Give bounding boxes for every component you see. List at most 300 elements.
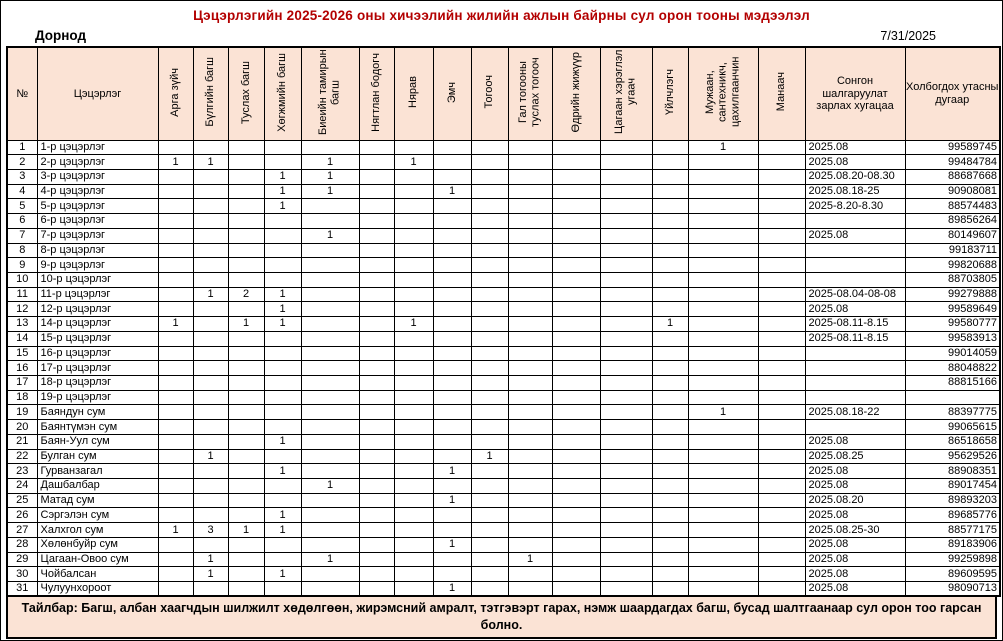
vacancy-count-cell	[688, 493, 758, 508]
vacancy-count-cell	[228, 140, 264, 155]
vacancy-count-cell	[433, 331, 471, 346]
contact-phone-cell: 89017454	[905, 479, 1000, 494]
vacancy-count-cell	[508, 199, 552, 214]
vacancy-count-cell	[359, 434, 394, 449]
kindergarten-name-cell: Дашбалбар	[37, 479, 158, 494]
vacancy-count-cell	[471, 243, 508, 258]
vacancy-count-cell: 1	[264, 434, 301, 449]
vacancy-count-cell	[158, 508, 193, 523]
vacancy-count-cell	[264, 537, 301, 552]
vacancy-count-cell	[394, 479, 433, 494]
vacancy-count-cell	[688, 376, 758, 391]
vacancy-count-cell	[394, 199, 433, 214]
vacancy-count-cell	[264, 582, 301, 597]
kindergarten-name-cell: Цагаан-Овоо сум	[37, 552, 158, 567]
column-header	[471, 47, 508, 140]
row-number-cell: 24	[7, 479, 37, 494]
column-header-label: Манаач	[775, 72, 788, 112]
vacancy-count-cell	[158, 582, 193, 597]
vacancy-count-cell	[359, 258, 394, 273]
vacancy-count-cell	[394, 420, 433, 435]
region-label: Дорнод	[35, 28, 87, 43]
vacancy-count-cell	[471, 376, 508, 391]
contact-phone-cell: 88397775	[905, 405, 1000, 420]
vacancy-count-cell	[552, 258, 600, 273]
vacancy-count-cell	[394, 272, 433, 287]
vacancy-count-cell: 1	[394, 155, 433, 170]
meta-row	[1, 23, 1002, 46]
kindergarten-name-cell: Баянтүмэн сум	[37, 420, 158, 435]
vacancy-count-cell: 1	[301, 479, 359, 494]
column-header	[758, 47, 805, 140]
vacancy-count-cell	[264, 420, 301, 435]
selection-period-cell: 2025-8.20-8.30	[805, 199, 905, 214]
column-header	[652, 47, 688, 140]
vacancy-count-cell	[758, 346, 805, 361]
selection-period-cell: 2025.08	[805, 155, 905, 170]
vacancy-count-cell	[158, 243, 193, 258]
vacancy-count-cell	[652, 258, 688, 273]
vacancy-count-cell	[471, 184, 508, 199]
footnote: Тайлбар: Багш, албан хаагчдын шилжилт хөдөлгөөн, жирэмсний амралт, тэтгэвэрт гарах, нэмж шаардагдах багш, бусад шалтгаанаар сул орон тоо гарсан болно.	[6, 597, 997, 639]
row-number-cell: 14	[7, 331, 37, 346]
contact-phone-cell: 99589649	[905, 302, 1000, 317]
vacancy-count-cell	[158, 331, 193, 346]
vacancy-count-cell	[394, 405, 433, 420]
vacancy-count-cell	[301, 272, 359, 287]
vacancy-count-cell	[508, 567, 552, 582]
selection-period-cell	[805, 243, 905, 258]
vacancy-count-cell	[508, 140, 552, 155]
vacancy-count-cell	[471, 214, 508, 229]
vacancy-count-cell	[193, 243, 228, 258]
vacancy-count-cell	[193, 361, 228, 376]
vacancy-count-cell	[688, 155, 758, 170]
vacancy-count-cell	[394, 287, 433, 302]
column-header-label: Мужаан, сантехникч, цахилгаанчин	[704, 56, 742, 128]
column-header-label: Эмч	[445, 81, 458, 103]
vacancy-count-cell	[600, 214, 652, 229]
table-row	[7, 567, 1000, 582]
vacancy-count-cell: 1	[264, 287, 301, 302]
row-number-cell: 2	[7, 155, 37, 170]
selection-period-cell	[805, 346, 905, 361]
vacancy-count-cell: 1	[158, 523, 193, 538]
vacancy-count-cell	[471, 169, 508, 184]
selection-period-cell: 2025.08	[805, 302, 905, 317]
vacancy-count-cell	[359, 376, 394, 391]
vacancy-count-cell	[394, 258, 433, 273]
table-row	[7, 317, 1000, 332]
selection-period-cell: 2025-08.11-8.15	[805, 331, 905, 346]
vacancy-count-cell	[600, 302, 652, 317]
vacancy-count-cell	[552, 567, 600, 582]
vacancy-count-cell	[552, 346, 600, 361]
vacancy-count-cell	[264, 243, 301, 258]
vacancy-count-cell	[652, 464, 688, 479]
selection-period-cell: 2025.08.20-08.30	[805, 169, 905, 184]
column-header-label: Цагаан хэрэглэл угаач	[613, 49, 638, 135]
table-row	[7, 493, 1000, 508]
vacancy-count-cell	[652, 493, 688, 508]
vacancy-count-cell	[394, 346, 433, 361]
selection-period-cell: 2025.08	[805, 479, 905, 494]
vacancy-count-cell	[359, 228, 394, 243]
vacancy-count-cell	[600, 567, 652, 582]
vacancy-count-cell	[600, 199, 652, 214]
vacancy-count-cell	[394, 140, 433, 155]
vacancy-count-cell	[688, 479, 758, 494]
vacancy-count-cell	[301, 361, 359, 376]
kindergarten-name-cell: Булган сум	[37, 449, 158, 464]
vacancy-count-cell	[758, 567, 805, 582]
vacancy-count-cell	[652, 302, 688, 317]
vacancy-count-cell	[264, 493, 301, 508]
vacancy-count-cell	[301, 567, 359, 582]
vacancy-count-cell	[158, 169, 193, 184]
vacancy-count-cell: 1	[301, 228, 359, 243]
vacancy-count-cell: 3	[193, 523, 228, 538]
vacancy-count-cell	[158, 390, 193, 405]
vacancy-count-cell	[600, 317, 652, 332]
vacancy-count-cell	[158, 434, 193, 449]
vacancy-count-cell	[758, 140, 805, 155]
vacancy-count-cell	[758, 405, 805, 420]
table-row	[7, 346, 1000, 361]
vacancy-count-cell	[471, 346, 508, 361]
vacancy-count-cell	[471, 537, 508, 552]
table-row	[7, 287, 1000, 302]
vacancy-count-cell	[552, 317, 600, 332]
vacancy-count-cell	[758, 317, 805, 332]
vacancy-count-cell: 1	[264, 317, 301, 332]
vacancy-count-cell	[471, 420, 508, 435]
vacancy-count-cell	[228, 434, 264, 449]
contact-phone-cell: 99279888	[905, 287, 1000, 302]
vacancy-count-cell	[471, 302, 508, 317]
column-header-label: Үйлчлэгч	[663, 69, 676, 116]
vacancy-count-cell	[688, 523, 758, 538]
vacancy-count-cell	[193, 420, 228, 435]
table-row	[7, 243, 1000, 258]
vacancy-count-cell: 1	[301, 552, 359, 567]
column-header	[394, 47, 433, 140]
vacancy-count-cell	[264, 390, 301, 405]
vacancy-count-cell	[433, 199, 471, 214]
vacancy-count-cell	[394, 214, 433, 229]
vacancy-count-cell	[508, 258, 552, 273]
vacancy-count-cell	[652, 287, 688, 302]
selection-period-cell	[805, 258, 905, 273]
row-number-cell: 28	[7, 537, 37, 552]
vacancy-count-cell	[471, 479, 508, 494]
vacancy-count-cell	[301, 258, 359, 273]
vacancy-count-cell	[600, 537, 652, 552]
vacancy-count-cell	[600, 331, 652, 346]
vacancy-count-cell	[433, 390, 471, 405]
vacancy-count-cell	[688, 361, 758, 376]
vacancy-count-cell	[600, 464, 652, 479]
vacancy-count-cell	[394, 184, 433, 199]
vacancy-count-cell	[600, 434, 652, 449]
kindergarten-name-cell: 17-р цэцэрлэг	[37, 361, 158, 376]
vacancy-count-cell	[758, 258, 805, 273]
column-header	[552, 47, 600, 140]
vacancy-count-cell	[758, 390, 805, 405]
vacancy-count-cell	[359, 405, 394, 420]
row-number-cell: 31	[7, 582, 37, 597]
vacancy-count-cell	[552, 140, 600, 155]
vacancy-count-cell: 1	[471, 449, 508, 464]
vacancy-count-cell	[688, 567, 758, 582]
table-row	[7, 390, 1000, 405]
vacancy-count-cell	[471, 272, 508, 287]
column-header: Холбогдох утасны дугаар	[905, 47, 1000, 140]
kindergarten-name-cell: 1-р цэцэрлэг	[37, 140, 158, 155]
vacancy-count-cell	[508, 390, 552, 405]
vacancy-count-cell	[301, 390, 359, 405]
vacancy-count-cell	[471, 140, 508, 155]
selection-period-cell: 2025.08	[805, 434, 905, 449]
row-number-cell: 12	[7, 302, 37, 317]
contact-phone-cell: 89893203	[905, 493, 1000, 508]
vacancy-count-cell	[193, 214, 228, 229]
kindergarten-name-cell: 15-р цэцэрлэг	[37, 331, 158, 346]
vacancy-count-cell	[228, 331, 264, 346]
selection-period-cell: 2025.08	[805, 508, 905, 523]
vacancy-count-cell	[228, 479, 264, 494]
vacancy-count-cell	[264, 479, 301, 494]
selection-period-cell: 2025.08	[805, 537, 905, 552]
vacancy-count-cell	[552, 214, 600, 229]
vacancy-count-cell	[433, 243, 471, 258]
vacancy-count-cell	[301, 508, 359, 523]
vacancy-count-cell	[359, 184, 394, 199]
vacancy-count-cell	[158, 405, 193, 420]
vacancy-count-cell	[508, 331, 552, 346]
vacancy-count-cell	[508, 376, 552, 391]
vacancy-count-cell	[264, 346, 301, 361]
vacancy-count-cell	[158, 302, 193, 317]
vacancy-count-cell	[758, 331, 805, 346]
vacancy-count-cell	[264, 214, 301, 229]
vacancy-count-cell	[688, 214, 758, 229]
vacancy-count-cell	[158, 479, 193, 494]
table-row	[7, 552, 1000, 567]
table-row	[7, 258, 1000, 273]
vacancy-count-cell	[600, 449, 652, 464]
vacancy-count-cell	[193, 169, 228, 184]
table-row	[7, 331, 1000, 346]
vacancy-count-cell: 1	[301, 184, 359, 199]
column-header	[228, 47, 264, 140]
vacancy-count-cell	[508, 155, 552, 170]
vacancy-count-cell	[394, 243, 433, 258]
row-number-cell: 19	[7, 405, 37, 420]
kindergarten-name-cell: Чулуунхороот	[37, 582, 158, 597]
vacancy-count-cell	[433, 523, 471, 538]
vacancy-count-cell	[228, 302, 264, 317]
vacancy-count-cell	[688, 184, 758, 199]
vacancy-count-cell	[433, 552, 471, 567]
vacancy-count-cell	[552, 493, 600, 508]
column-header-label: Гал тогооны туслах тогооч	[517, 57, 542, 127]
kindergarten-name-cell: 19-р цэцэрлэг	[37, 390, 158, 405]
vacancy-count-cell: 1	[193, 287, 228, 302]
table-row	[7, 140, 1000, 155]
vacancy-count-cell	[359, 567, 394, 582]
vacancy-count-cell	[301, 243, 359, 258]
vacancy-count-cell	[264, 331, 301, 346]
contact-phone-cell: 90908081	[905, 184, 1000, 199]
table-row	[7, 479, 1000, 494]
vacancy-count-cell	[471, 582, 508, 597]
column-header-label: Бүлгийн багш	[204, 57, 217, 127]
column-header-label: Туслах багш	[239, 60, 252, 124]
kindergarten-name-cell: 3-р цэцэрлэг	[37, 169, 158, 184]
vacancy-count-cell	[359, 317, 394, 332]
contact-phone-cell: 88815166	[905, 376, 1000, 391]
vacancy-count-cell	[688, 552, 758, 567]
vacancy-count-cell: 1	[433, 537, 471, 552]
vacancy-count-cell	[471, 199, 508, 214]
vacancy-count-cell: 1	[433, 493, 471, 508]
vacancy-count-cell	[688, 420, 758, 435]
vacancy-count-cell	[552, 331, 600, 346]
table-row	[7, 184, 1000, 199]
row-number-cell: 5	[7, 199, 37, 214]
vacancy-count-cell	[600, 420, 652, 435]
vacancy-count-cell	[228, 567, 264, 582]
kindergarten-name-cell: Хөлөнбуйр сум	[37, 537, 158, 552]
vacancy-count-cell	[359, 214, 394, 229]
contact-phone-cell: 89183906	[905, 537, 1000, 552]
vacancy-count-cell	[688, 287, 758, 302]
vacancy-count-cell: 1	[228, 317, 264, 332]
table-row	[7, 169, 1000, 184]
table-body	[7, 140, 1000, 596]
vacancy-count-cell	[433, 302, 471, 317]
column-header: №	[7, 47, 37, 140]
selection-period-cell: 2025.08	[805, 140, 905, 155]
vacancy-count-cell	[394, 302, 433, 317]
vacancy-count-cell	[508, 405, 552, 420]
vacancy-count-cell: 1	[264, 567, 301, 582]
vacancy-count-cell	[394, 537, 433, 552]
vacancy-count-cell	[359, 243, 394, 258]
contact-phone-cell: 88703805	[905, 272, 1000, 287]
vacancy-count-cell	[652, 449, 688, 464]
vacancy-count-cell	[652, 272, 688, 287]
vacancy-count-cell	[471, 567, 508, 582]
vacancy-count-cell	[471, 434, 508, 449]
vacancy-count-cell	[193, 582, 228, 597]
kindergarten-name-cell: 18-р цэцэрлэг	[37, 376, 158, 391]
vacancy-count-cell	[652, 155, 688, 170]
vacancy-count-cell	[228, 508, 264, 523]
table-row	[7, 228, 1000, 243]
vacancy-count-cell	[652, 346, 688, 361]
row-number-cell: 1	[7, 140, 37, 155]
vacancy-count-cell	[228, 552, 264, 567]
vacancy-count-cell	[652, 214, 688, 229]
table-row	[7, 582, 1000, 597]
vacancy-count-cell	[301, 405, 359, 420]
vacancy-count-cell	[758, 537, 805, 552]
vacancy-count-cell	[433, 508, 471, 523]
vacancy-count-cell	[158, 537, 193, 552]
vacancy-count-cell	[652, 376, 688, 391]
vacancy-count-cell	[600, 508, 652, 523]
table-row	[7, 449, 1000, 464]
column-header	[359, 47, 394, 140]
vacancy-count-cell	[688, 243, 758, 258]
vacancy-count-cell	[359, 361, 394, 376]
vacancy-count-cell	[471, 464, 508, 479]
row-number-cell: 3	[7, 169, 37, 184]
vacancy-count-cell	[264, 361, 301, 376]
vacancy-count-cell: 1	[301, 155, 359, 170]
row-number-cell: 7	[7, 228, 37, 243]
kindergarten-name-cell: Баян-Уул сум	[37, 434, 158, 449]
row-number-cell: 27	[7, 523, 37, 538]
vacancy-count-cell	[758, 272, 805, 287]
vacancy-count-cell	[433, 169, 471, 184]
vacancy-count-cell	[600, 493, 652, 508]
vacancy-count-cell	[359, 552, 394, 567]
page-title: Цэцэрлэгийн 2025-2026 оны хичээлийн жилийн ажлын байрны сул орон тооны мэдээлэл	[193, 8, 810, 23]
vacancy-count-cell	[228, 420, 264, 435]
vacancy-count-cell	[264, 140, 301, 155]
vacancy-count-cell	[552, 434, 600, 449]
row-number-cell: 6	[7, 214, 37, 229]
vacancy-count-cell	[394, 493, 433, 508]
vacancy-count-cell: 1	[193, 449, 228, 464]
vacancy-count-cell	[508, 361, 552, 376]
vacancy-count-cell	[359, 493, 394, 508]
vacancy-count-cell	[359, 287, 394, 302]
vacancy-count-cell	[471, 258, 508, 273]
vacancy-count-cell	[394, 376, 433, 391]
vacancy-count-cell: 1	[264, 464, 301, 479]
vacancy-count-cell	[688, 434, 758, 449]
contact-phone-cell: 95629526	[905, 449, 1000, 464]
vacancy-count-cell	[600, 228, 652, 243]
vacancy-count-cell	[652, 523, 688, 538]
vacancy-count-cell	[508, 272, 552, 287]
vacancy-count-cell	[600, 376, 652, 391]
kindergarten-name-cell: Халхгол сум	[37, 523, 158, 538]
vacancy-count-cell: 1	[264, 184, 301, 199]
vacancy-count-cell	[228, 199, 264, 214]
vacancy-count-cell	[471, 228, 508, 243]
contact-phone-cell: 80149607	[905, 228, 1000, 243]
vacancy-count-cell	[193, 302, 228, 317]
vacancy-count-cell	[359, 508, 394, 523]
contact-phone-cell: 88577175	[905, 523, 1000, 538]
contact-phone-cell: 86518658	[905, 434, 1000, 449]
vacancy-count-cell	[552, 228, 600, 243]
contact-phone-cell: 89856264	[905, 214, 1000, 229]
vacancy-count-cell	[552, 243, 600, 258]
table-row	[7, 537, 1000, 552]
vacancy-count-cell	[688, 346, 758, 361]
vacancy-count-cell	[193, 508, 228, 523]
vacancy-count-cell: 2	[228, 287, 264, 302]
vacancy-count-cell	[758, 449, 805, 464]
vacancy-count-cell	[688, 199, 758, 214]
vacancy-count-cell	[471, 331, 508, 346]
